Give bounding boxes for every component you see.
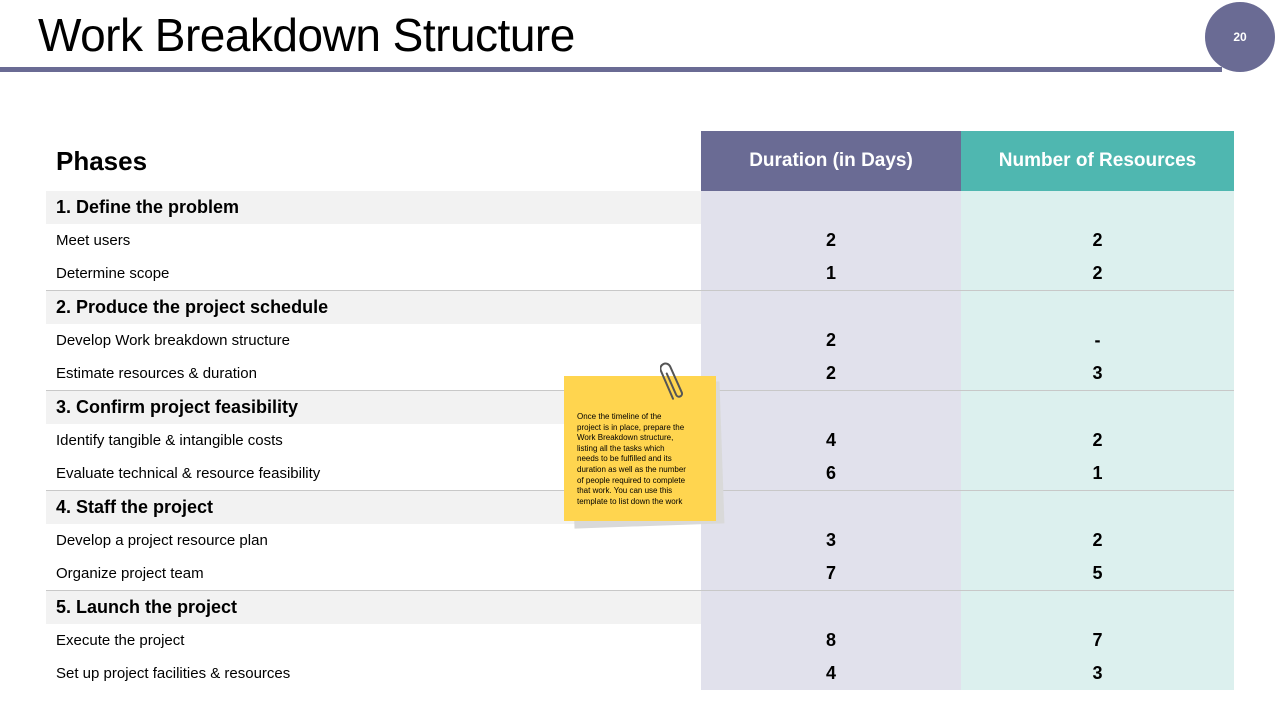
task-name: Develop a project resource plan — [56, 532, 268, 549]
header-resources: Number of Resources — [961, 131, 1234, 191]
sticky-note-line: Work Breakdown structure, — [577, 433, 674, 443]
task-name: Identify tangible & intangible costs — [56, 432, 283, 449]
page-number-badge — [1205, 2, 1275, 72]
resources-value: 2 — [961, 257, 1234, 291]
sticky-note-line: template to list down the work — [577, 496, 683, 506]
phase-row — [46, 191, 1234, 224]
sticky-note-line: project is in place, prepare the — [577, 422, 685, 432]
duration-value: 8 — [701, 624, 961, 657]
resources-value: - — [961, 324, 1234, 357]
paperclip-icon — [660, 358, 688, 406]
duration-cell — [701, 191, 961, 224]
task-row — [46, 224, 1234, 257]
resources-cell — [961, 191, 1234, 224]
resources-value: 2 — [961, 224, 1234, 257]
task-name: Estimate resources & duration — [56, 365, 257, 382]
phase-row — [46, 291, 1234, 325]
duration-cell — [701, 591, 961, 625]
duration-value: 2 — [701, 357, 961, 391]
resources-cell — [961, 591, 1234, 625]
sticky-note-line: that work. You can use this — [577, 486, 673, 496]
duration-value: 4 — [701, 657, 961, 690]
phase-row — [46, 591, 1234, 625]
slide-title: Work Breakdown Structure — [38, 9, 575, 61]
resources-value: 3 — [961, 657, 1234, 690]
header-phases: Phases — [46, 131, 701, 191]
task-row — [46, 657, 1234, 690]
phase-label: 2. Produce the project schedule — [46, 291, 701, 325]
resources-value: 7 — [961, 624, 1234, 657]
task-row — [46, 524, 1234, 557]
task-row — [46, 624, 1234, 657]
phase-label: 5. Launch the project — [46, 591, 701, 625]
sticky-note-line: Once the timeline of the — [577, 412, 662, 421]
resources-cell — [961, 391, 1234, 425]
duration-value: 3 — [701, 524, 961, 557]
resources-cell — [961, 491, 1234, 525]
phase-label: 3. Confirm project feasibility — [46, 391, 701, 425]
duration-value: 4 — [701, 424, 961, 457]
sticky-note — [564, 376, 716, 521]
resources-value: 1 — [961, 457, 1234, 491]
task-row — [46, 324, 1234, 357]
task-name: Execute the project — [56, 632, 185, 649]
header-duration: Duration (in Days) — [701, 131, 961, 191]
sticky-note-line: of people required to complete — [577, 475, 686, 485]
table-header-row — [46, 131, 1234, 191]
resources-value: 3 — [961, 357, 1234, 391]
sticky-note-line: duration as well as the number — [577, 464, 686, 474]
resources-cell — [961, 291, 1234, 325]
duration-value: 7 — [701, 557, 961, 591]
task-name: Meet users — [56, 232, 131, 249]
duration-value: 6 — [701, 457, 961, 491]
task-row — [46, 257, 1234, 291]
task-name: Evaluate technical & resource feasibility — [56, 465, 321, 482]
resources-value: 2 — [961, 424, 1234, 457]
sticky-note-line: needs to be fulfilled and its — [577, 454, 672, 464]
duration-cell — [701, 391, 961, 425]
task-name: Develop Work breakdown structure — [56, 332, 290, 349]
duration-value: 2 — [701, 324, 961, 357]
resources-value: 2 — [961, 524, 1234, 557]
duration-cell — [701, 291, 961, 325]
task-name: Organize project team — [56, 565, 204, 582]
title-divider — [0, 67, 1222, 72]
resources-value: 5 — [961, 557, 1234, 591]
page-number: 20 — [1233, 30, 1247, 44]
duration-value: 1 — [701, 257, 961, 291]
phase-label: 1. Define the problem — [46, 191, 701, 224]
duration-cell — [701, 491, 961, 525]
duration-value: 2 — [701, 224, 961, 257]
task-name: Set up project facilities & resources — [56, 665, 291, 682]
sticky-note-line: listing all the tasks which — [577, 443, 665, 453]
task-row — [46, 557, 1234, 591]
task-name: Determine scope — [56, 265, 170, 282]
phase-label: 4. Staff the project — [46, 491, 701, 525]
